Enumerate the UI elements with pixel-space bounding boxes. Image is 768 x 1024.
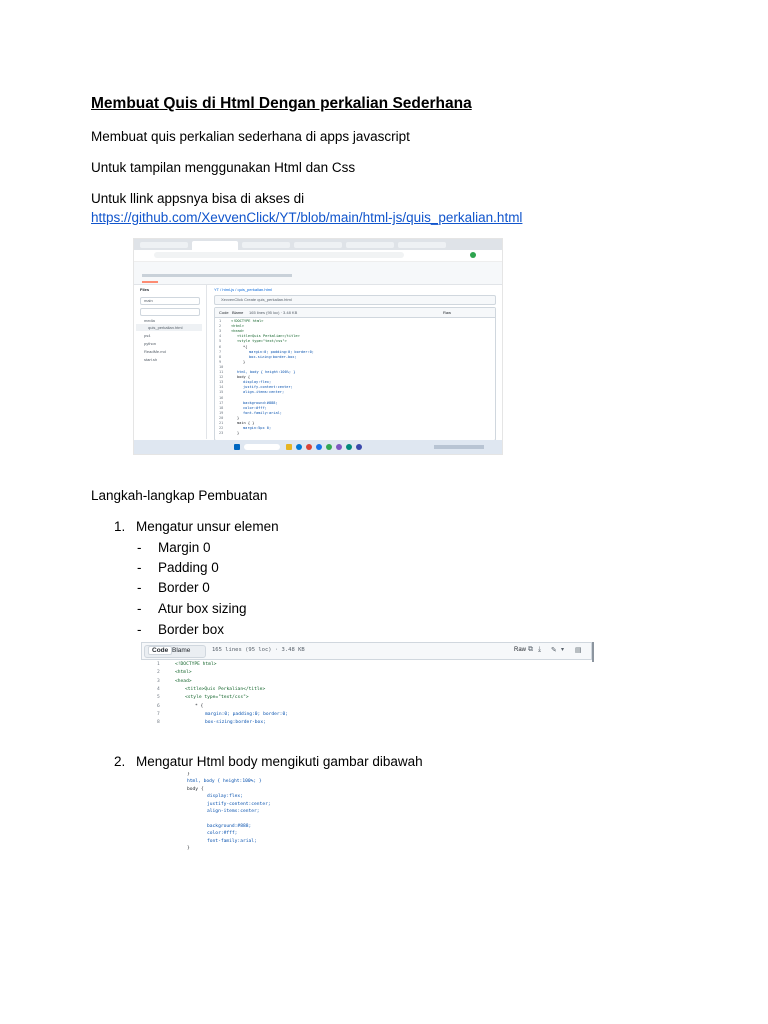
line-number: 16 [219, 395, 224, 400]
file-meta: 165 lines (95 loc) · 3.48 KB [212, 647, 305, 653]
chrome-icon[interactable] [306, 444, 312, 450]
section-heading: Langkah-langkap Pembuatan [91, 488, 268, 503]
chevron-down-icon[interactable]: ▾ [561, 647, 565, 653]
line-number: 6 [157, 703, 160, 709]
tab-blame[interactable]: Blame [172, 647, 191, 654]
line-number: 21 [219, 421, 224, 425]
code-line: <title>Quis Perkalian</title> [185, 686, 266, 692]
line-number: 18 [219, 405, 224, 410]
line-number: 1 [219, 319, 222, 323]
code-line: margin:0; padding:0; border:0; [205, 711, 288, 717]
line-number: 3 [157, 678, 160, 684]
tree-item[interactable]: python [144, 341, 157, 346]
line-number: 4 [219, 334, 222, 339]
code-line: <!DOCTYPE html> [231, 319, 264, 323]
tab-blame[interactable]: Blame [232, 310, 244, 315]
commit-bar: XevvenClick Create quis_perkalian.html [214, 295, 496, 305]
line-number: 11 [219, 370, 224, 374]
line-number: 7 [219, 349, 222, 354]
sub-bullet: - [137, 580, 142, 595]
code-line: align-items:center; [207, 809, 260, 814]
code-snippet-1 [141, 642, 596, 730]
step-number: 1. [114, 519, 126, 534]
code-line: body { [187, 786, 204, 792]
paragraph-display: Untuk tampilan menggunakan Html dan Css [91, 160, 356, 175]
profile-icon[interactable] [470, 252, 476, 258]
line-number: 19 [219, 410, 224, 415]
code-line: color:#fff; [207, 831, 238, 837]
folder-icon[interactable] [286, 444, 292, 450]
file-content [210, 285, 498, 439]
step-text: Mengatur Html body mengikuti gambar dibawah [136, 754, 423, 769]
taskbar-search-input[interactable] [244, 444, 280, 450]
code-line: body { [237, 375, 250, 380]
code-snippet-2 [145, 772, 560, 855]
line-number: 12 [219, 375, 224, 380]
repo-nav [134, 262, 502, 285]
files-label: Files [140, 287, 150, 292]
breadcrumb: YT / html-js / quis_perkalian.html [214, 287, 272, 292]
code-lines [215, 319, 495, 439]
code-line: font-family:arial; [243, 410, 282, 415]
copy-icon[interactable]: ⧉ [528, 646, 533, 653]
edge-icon[interactable] [296, 444, 302, 450]
sub-bullet: - [137, 622, 142, 637]
tree-item[interactable]: ReadMe.md [144, 349, 166, 354]
code-line: color:#fff; [243, 405, 267, 410]
code-line: } [237, 415, 240, 420]
start-icon[interactable] [234, 444, 240, 450]
code-line: font-family:arial; [207, 838, 257, 844]
code-line: <html> [175, 670, 192, 676]
code-line: justify-content:center; [207, 801, 271, 807]
line-number: 8 [157, 720, 160, 726]
sub-item: Border 0 [158, 580, 210, 595]
code-line: <!DOCTYPE html> [175, 662, 217, 667]
taskbar [134, 440, 502, 454]
file-tree-sidebar [134, 285, 207, 439]
tree-item[interactable]: ps4 [144, 333, 151, 338]
code-line: <style type="text/css"> [185, 695, 249, 701]
code-lines [145, 772, 560, 855]
line-number: 3 [219, 329, 222, 334]
system-tray [434, 445, 484, 449]
code-line: } [187, 846, 190, 851]
edit-icon[interactable]: ✎ [551, 647, 557, 654]
code-line: margin:5px 0; [243, 426, 272, 431]
app-icon[interactable] [356, 444, 362, 450]
tree-item[interactable]: media [144, 318, 155, 323]
sub-item: Padding 0 [158, 560, 219, 575]
line-number: 5 [219, 339, 222, 344]
sub-bullet: - [137, 540, 142, 555]
url-field[interactable] [154, 252, 404, 258]
app-icon[interactable] [336, 444, 342, 450]
address-bar [134, 250, 502, 262]
paragraph-intro: Membuat quis perkalian sederhana di apps javascript [91, 129, 410, 144]
code-line: background:#888; [243, 400, 278, 405]
code-line: display:flex; [207, 794, 243, 800]
line-number: 2 [219, 324, 222, 329]
code-toolbar [141, 642, 592, 660]
code-line: display:flex; [243, 380, 272, 385]
line-number: 10 [219, 364, 224, 369]
code-line: margin:0; padding:0; border:0; [249, 349, 314, 354]
line-number: 14 [219, 385, 224, 390]
line-number: 2 [157, 670, 160, 676]
file-search-input[interactable] [140, 308, 200, 316]
line-number: 4 [157, 686, 160, 692]
file-meta: 165 lines (95 loc) · 3.48 KB [249, 310, 298, 315]
symbols-panel-icon[interactable]: ▤ [575, 647, 582, 654]
sub-bullet: - [137, 560, 142, 575]
code-line: *{ [243, 344, 248, 349]
tab-code[interactable]: Code [148, 646, 172, 655]
sub-item: Border box [158, 622, 225, 637]
line-number: 22 [219, 426, 224, 431]
app-icon[interactable] [346, 444, 352, 450]
code-line: align-items:center; [243, 390, 285, 395]
code-line: } [187, 772, 190, 777]
line-number: 13 [219, 380, 224, 385]
line-number: 6 [219, 344, 222, 349]
paragraph-link-intro: Untuk llink appsnya bisa di akses di [91, 191, 305, 206]
github-screenshot [133, 238, 503, 455]
step-number: 2. [114, 754, 126, 769]
line-number: 15 [219, 390, 224, 395]
line-number: 9 [219, 359, 222, 364]
step-text: Mengatur unsur elemen [136, 519, 279, 534]
line-number: 1 [157, 662, 160, 667]
code-line: html, body { height:100%; } [237, 370, 296, 374]
scrollbar[interactable] [592, 642, 594, 662]
line-number: 7 [157, 711, 160, 717]
code-line: box-sizing:border-box; [205, 720, 266, 726]
app-link[interactable]: https://github.com/XevvenClick/YT/blob/main/html-js/quis_perkalian.html [91, 210, 523, 225]
code-line: main { } [237, 421, 255, 425]
branch-selector[interactable]: main [140, 297, 200, 305]
download-icon[interactable]: ⤓ [538, 646, 542, 653]
code-line: <style type="text/css"> [237, 339, 287, 344]
line-number: 8 [219, 354, 222, 359]
raw-button[interactable]: Raw [514, 647, 527, 653]
code-line: * { [195, 703, 204, 709]
code-line: } [237, 431, 240, 436]
line-number: 23 [219, 431, 224, 436]
code-line: background:#888; [207, 823, 252, 829]
code-line: <title>Quis Perkalian</title> [237, 334, 300, 339]
code-line: html, body { height:100%; } [187, 779, 262, 785]
code-line: <head> [175, 678, 192, 684]
document-title: Membuat Quis di Html Dengan perkalian Sederhana [91, 95, 472, 112]
code-line: <head> [231, 329, 244, 334]
tab-code[interactable]: Code [219, 310, 229, 315]
code-line: } [243, 359, 246, 364]
app-icon[interactable] [326, 444, 332, 450]
tree-item[interactable]: start.sh [144, 357, 158, 362]
code-line: <html> [231, 324, 244, 329]
code-lines [141, 662, 590, 730]
browser-tab-bar [134, 239, 502, 250]
code-line: box-sizing:border-box; [249, 354, 297, 359]
sub-item: Margin 0 [158, 540, 211, 555]
line-number: 20 [219, 415, 224, 420]
app-icon[interactable] [316, 444, 322, 450]
raw-button[interactable]: Raw [443, 310, 452, 315]
sub-bullet: - [137, 601, 142, 616]
sub-item: Atur box sizing [158, 601, 247, 616]
code-line: justify-content:center; [243, 385, 293, 390]
line-number: 5 [157, 695, 160, 701]
code-view [214, 307, 496, 441]
tree-item-active[interactable]: quis_perkalian.html [148, 325, 183, 330]
line-number: 17 [219, 400, 224, 405]
